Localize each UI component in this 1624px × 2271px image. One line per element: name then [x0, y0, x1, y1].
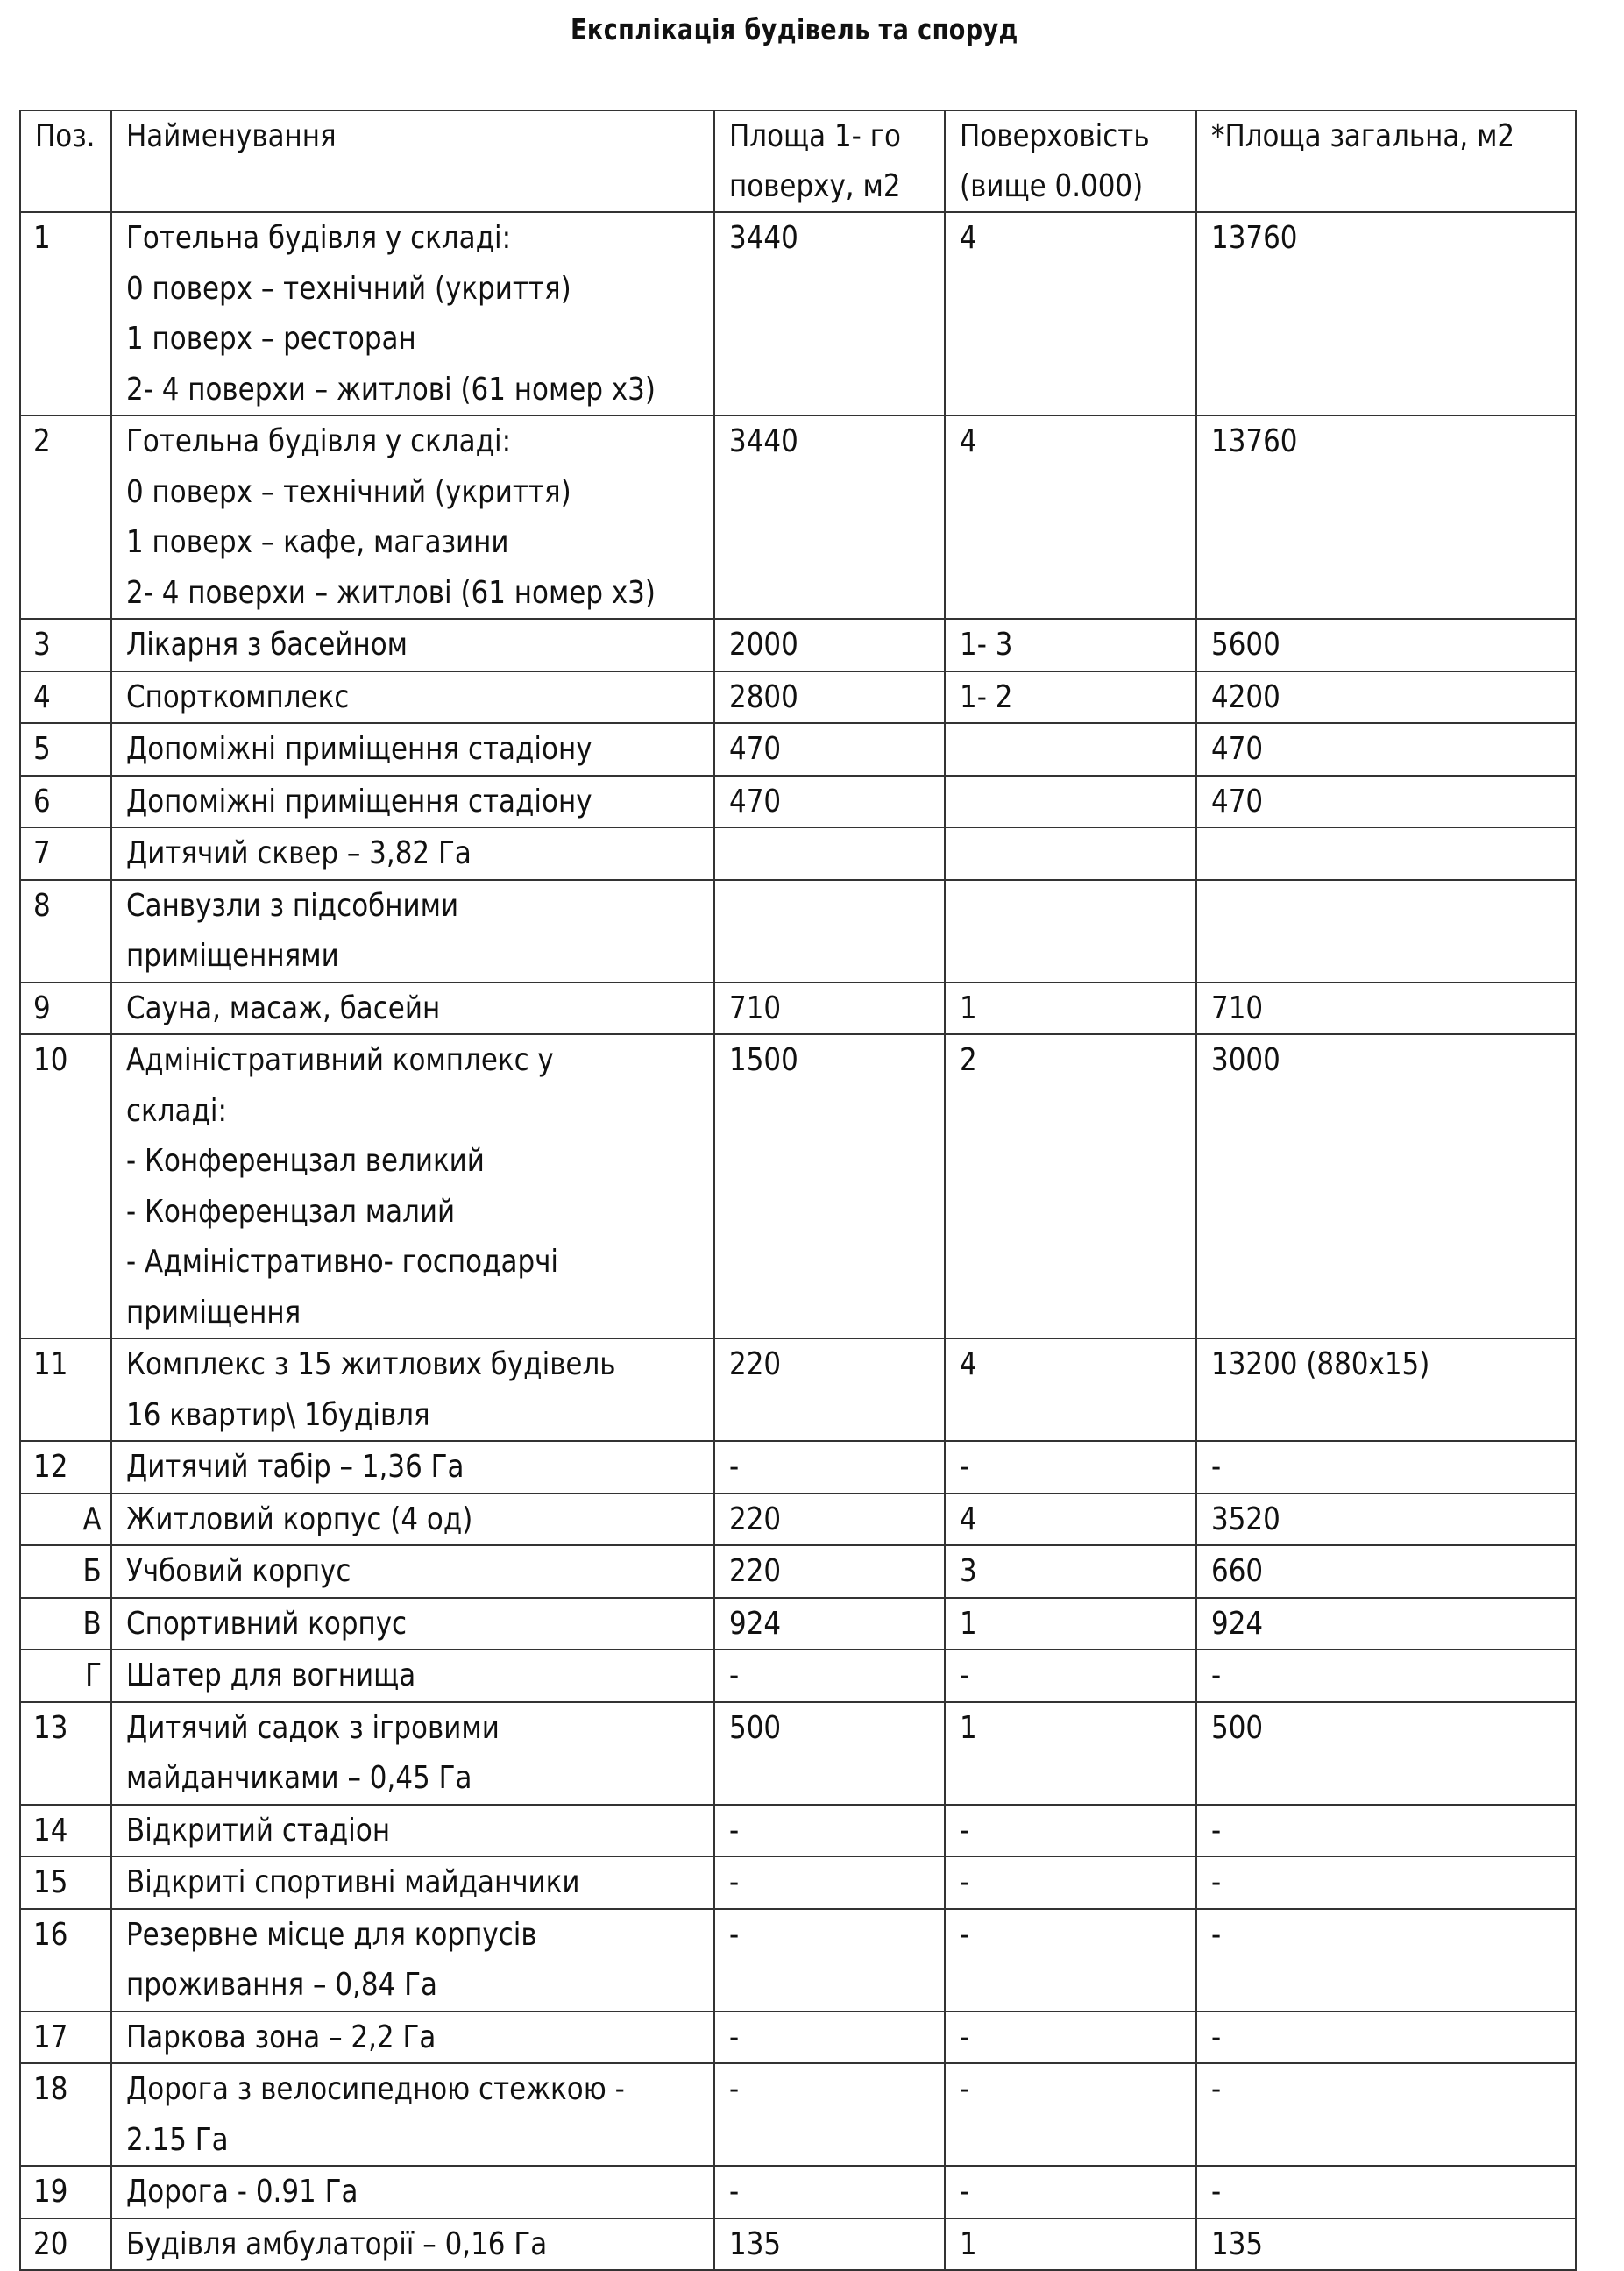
table-subrow	[20, 1545, 1576, 1598]
table-subrow	[20, 1650, 1576, 1702]
cell-total-area: -	[1196, 2166, 1576, 2218]
cell-first-floor-area: -	[714, 1909, 945, 2012]
cell-total-area: 13200 (880х15)	[1196, 1338, 1576, 1441]
cell-first-floor-area: -	[714, 1441, 945, 1494]
cell-first-floor-area: 135	[714, 2218, 945, 2271]
cell-first-floor-area: 2000	[714, 619, 945, 671]
cell-total-area	[1196, 827, 1576, 880]
cell-floors: 1- 3	[945, 619, 1196, 671]
cell-floors: 1	[945, 983, 1196, 1035]
cell-first-floor-area: -	[714, 2012, 945, 2064]
name-line: Лікарня з басейном	[126, 627, 408, 663]
table-row	[20, 880, 1576, 983]
cell-first-floor-area: 220	[714, 1494, 945, 1546]
cell-total-area: 3000	[1196, 1034, 1576, 1338]
cell-floors: 3	[945, 1545, 1196, 1598]
table-row	[20, 1338, 1576, 1441]
cell-first-floor-area: -	[714, 2063, 945, 2166]
cell-position: 17	[20, 2012, 111, 2064]
cell-floors	[945, 776, 1196, 828]
name-line: Комплекс з 15 житлових будівель	[126, 1346, 616, 1382]
table-row	[20, 2218, 1576, 2271]
cell-floors: -	[945, 2063, 1196, 2166]
cell-name	[111, 1494, 714, 1546]
cell-first-floor-area: -	[714, 1650, 945, 1702]
name-line: 1 поверх – ресторан	[126, 321, 416, 357]
cell-name	[111, 776, 714, 828]
cell-position: 18	[20, 2063, 111, 2166]
cell-total-area: -	[1196, 2012, 1576, 2064]
table-row	[20, 415, 1576, 619]
name-line: проживання – 0,84 Га	[126, 1967, 437, 2003]
name-line: приміщеннями	[126, 938, 339, 974]
cell-floors: -	[945, 1805, 1196, 1857]
header-total-area: *Площа загальна, м2	[1196, 110, 1576, 212]
cell-total-area: -	[1196, 1441, 1576, 1494]
cell-total-area: -	[1196, 2063, 1576, 2166]
cell-position: 1	[20, 212, 111, 415]
cell-floors: -	[945, 2166, 1196, 2218]
cell-total-area: 13760	[1196, 415, 1576, 619]
name-line: Учбовий корпус	[126, 1553, 351, 1589]
name-line: 0 поверх – технічний (укриття)	[126, 473, 571, 510]
cell-position: 20	[20, 2218, 111, 2271]
cell-total-area: 4200	[1196, 671, 1576, 724]
cell-position: 2	[20, 415, 111, 619]
cell-first-floor-area: 710	[714, 983, 945, 1035]
cell-name	[111, 1034, 714, 1338]
cell-first-floor-area: -	[714, 1805, 945, 1857]
name-line: 2.15 Га	[126, 2121, 229, 2158]
name-line: Дитячий садок з ігровими	[126, 1709, 500, 1746]
cell-total-area: -	[1196, 1650, 1576, 1702]
cell-name	[111, 880, 714, 983]
cell-total-area: 13760	[1196, 212, 1576, 415]
name-line: Паркова зона – 2,2 Га	[126, 2019, 436, 2055]
explication-table	[19, 110, 1577, 2271]
cell-position: 13	[20, 1702, 111, 1805]
cell-total-area: 3520	[1196, 1494, 1576, 1546]
name-line: складі:	[126, 1092, 227, 1129]
cell-name	[111, 1338, 714, 1441]
name-line: Допоміжні приміщення стадіону	[126, 731, 592, 767]
name-line: - Адміністративно- господарчі	[126, 1244, 559, 1280]
table-row	[20, 212, 1576, 415]
table-row	[20, 619, 1576, 671]
name-line: майданчиками – 0,45 Га	[126, 1760, 472, 1796]
table-header-row	[20, 110, 1576, 212]
cell-floors: 4	[945, 1338, 1196, 1441]
cell-floors	[945, 880, 1196, 983]
name-line: 0 поверх – технічний (укриття)	[126, 270, 571, 307]
name-line: Шатер для вогнища	[126, 1657, 416, 1693]
cell-first-floor-area: 1500	[714, 1034, 945, 1338]
name-line: Санвузли з підсобними	[126, 887, 459, 924]
table-row	[20, 1805, 1576, 1857]
cell-floors: 1	[945, 2218, 1196, 2271]
cell-name	[111, 2218, 714, 2271]
document-title	[129, 12, 1460, 46]
cell-position: 14	[20, 1805, 111, 1857]
name-line: 2- 4 поверхи – житлові (61 номер х3)	[126, 574, 656, 611]
cell-total-area: 924	[1196, 1598, 1576, 1650]
cell-position: 15	[20, 1856, 111, 1909]
cell-name	[111, 1598, 714, 1650]
name-line: Відкриті спортивні майданчики	[126, 1864, 580, 1900]
cell-position: 16	[20, 1909, 111, 2012]
cell-name	[111, 827, 714, 880]
cell-first-floor-area	[714, 880, 945, 983]
name-line: Адміністративний комплекс у	[126, 1042, 554, 1078]
cell-floors: 4	[945, 1494, 1196, 1546]
cell-floors: 4	[945, 415, 1196, 619]
table-row	[20, 1909, 1576, 2012]
table-row	[20, 2012, 1576, 2064]
table-row	[20, 1034, 1576, 1338]
cell-name	[111, 1650, 714, 1702]
name-line: Дитячий сквер – 3,82 Га	[126, 835, 472, 871]
cell-total-area: 135	[1196, 2218, 1576, 2271]
cell-floors: 4	[945, 212, 1196, 415]
header-first-floor-area: Площа 1- го поверху, м2	[714, 110, 945, 212]
table-row	[20, 983, 1576, 1035]
name-line: - Конференцзал великий	[126, 1143, 485, 1179]
cell-position: 19	[20, 2166, 111, 2218]
cell-total-area	[1196, 880, 1576, 983]
cell-first-floor-area: 500	[714, 1702, 945, 1805]
cell-total-area: 710	[1196, 983, 1576, 1035]
cell-name	[111, 671, 714, 724]
cell-position: В	[20, 1598, 111, 1650]
cell-position: 12	[20, 1441, 111, 1494]
cell-total-area: 500	[1196, 1702, 1576, 1805]
cell-position: Б	[20, 1545, 111, 1598]
cell-name	[111, 983, 714, 1035]
cell-floors: 1- 2	[945, 671, 1196, 724]
name-line: 1 поверх – кафе, магазини	[126, 524, 509, 560]
cell-position: 5	[20, 723, 111, 776]
cell-position: 7	[20, 827, 111, 880]
name-line: Резервне місце для корпусів	[126, 1916, 537, 1953]
cell-floors: 1	[945, 1598, 1196, 1650]
header-floors: Поверховість (вище 0.000)	[945, 110, 1196, 212]
cell-floors: -	[945, 1856, 1196, 1909]
cell-floors: 2	[945, 1034, 1196, 1338]
name-line: Будівля амбулаторії – 0,16 Га	[126, 2225, 548, 2262]
cell-position: А	[20, 1494, 111, 1546]
cell-total-area: 470	[1196, 776, 1576, 828]
name-line: Житловий корпус (4 од)	[126, 1501, 473, 1537]
cell-first-floor-area: 3440	[714, 212, 945, 415]
name-line: Готельна будівля у складі:	[126, 220, 512, 256]
cell-position: 10	[20, 1034, 111, 1338]
cell-first-floor-area: 470	[714, 776, 945, 828]
cell-first-floor-area: -	[714, 1856, 945, 1909]
name-line: Дорога - 0.91 Га	[126, 2174, 358, 2210]
cell-name	[111, 1702, 714, 1805]
cell-first-floor-area	[714, 827, 945, 880]
cell-floors: 1	[945, 1702, 1196, 1805]
cell-first-floor-area: 3440	[714, 415, 945, 619]
cell-total-area: -	[1196, 1909, 1576, 2012]
table-row	[20, 723, 1576, 776]
cell-first-floor-area: 220	[714, 1545, 945, 1598]
cell-total-area: -	[1196, 1856, 1576, 1909]
cell-total-area: 5600	[1196, 619, 1576, 671]
cell-floors: -	[945, 1441, 1196, 1494]
table-row	[20, 1856, 1576, 1909]
cell-name	[111, 1856, 714, 1909]
cell-floors: -	[945, 1650, 1196, 1702]
cell-position: 4	[20, 671, 111, 724]
table-row	[20, 2166, 1576, 2218]
cell-position: Г	[20, 1650, 111, 1702]
cell-name	[111, 1441, 714, 1494]
cell-position: 9	[20, 983, 111, 1035]
cell-name	[111, 1909, 714, 2012]
table-row	[20, 776, 1576, 828]
cell-total-area: -	[1196, 1805, 1576, 1857]
name-line: Спорткомплекс	[126, 678, 350, 715]
name-line: Відкритий стадіон	[126, 1812, 391, 1849]
name-line: приміщення	[126, 1294, 301, 1331]
name-line: Допоміжні приміщення стадіону	[126, 783, 592, 820]
table-row	[20, 827, 1576, 880]
table-row	[20, 671, 1576, 724]
header-name: Найменування	[111, 110, 714, 212]
cell-floors	[945, 827, 1196, 880]
cell-position: 11	[20, 1338, 111, 1441]
name-line: Дитячий табір – 1,36 Га	[126, 1449, 465, 1485]
cell-name	[111, 2063, 714, 2166]
name-line: Спортивний корпус	[126, 1605, 408, 1642]
cell-name	[111, 1545, 714, 1598]
cell-position: 8	[20, 880, 111, 983]
cell-name	[111, 723, 714, 776]
cell-name	[111, 2012, 714, 2064]
cell-first-floor-area: 220	[714, 1338, 945, 1441]
cell-floors	[945, 723, 1196, 776]
cell-name	[111, 415, 714, 619]
name-line: 2- 4 поверхи – житлові (61 номер х3)	[126, 371, 656, 408]
cell-name	[111, 619, 714, 671]
cell-floors: -	[945, 2012, 1196, 2064]
document-title-text: Експлікація будівель та споруд	[571, 12, 1018, 46]
table-subrow	[20, 1598, 1576, 1650]
cell-total-area: 660	[1196, 1545, 1576, 1598]
table-subrow	[20, 1494, 1576, 1546]
name-line: Готельна будівля у складі:	[126, 423, 512, 459]
cell-position: 3	[20, 619, 111, 671]
table-row	[20, 1441, 1576, 1494]
name-line: 16 квартир\ 1будівля	[126, 1396, 430, 1433]
cell-first-floor-area: 470	[714, 723, 945, 776]
cell-floors: -	[945, 1909, 1196, 2012]
cell-first-floor-area: -	[714, 2166, 945, 2218]
table-row	[20, 2063, 1576, 2166]
header-position: Поз.	[20, 110, 111, 212]
cell-position: 6	[20, 776, 111, 828]
table-body	[20, 212, 1576, 2270]
name-line: Дорога з велосипедною стежкою -	[126, 2071, 625, 2107]
cell-name	[111, 212, 714, 415]
name-line: Сауна, масаж, басейн	[126, 990, 441, 1026]
table-row	[20, 1702, 1576, 1805]
cell-name	[111, 2166, 714, 2218]
cell-first-floor-area: 2800	[714, 671, 945, 724]
cell-total-area: 470	[1196, 723, 1576, 776]
cell-name	[111, 1805, 714, 1857]
cell-first-floor-area: 924	[714, 1598, 945, 1650]
name-line: - Конференцзал малий	[126, 1193, 456, 1230]
